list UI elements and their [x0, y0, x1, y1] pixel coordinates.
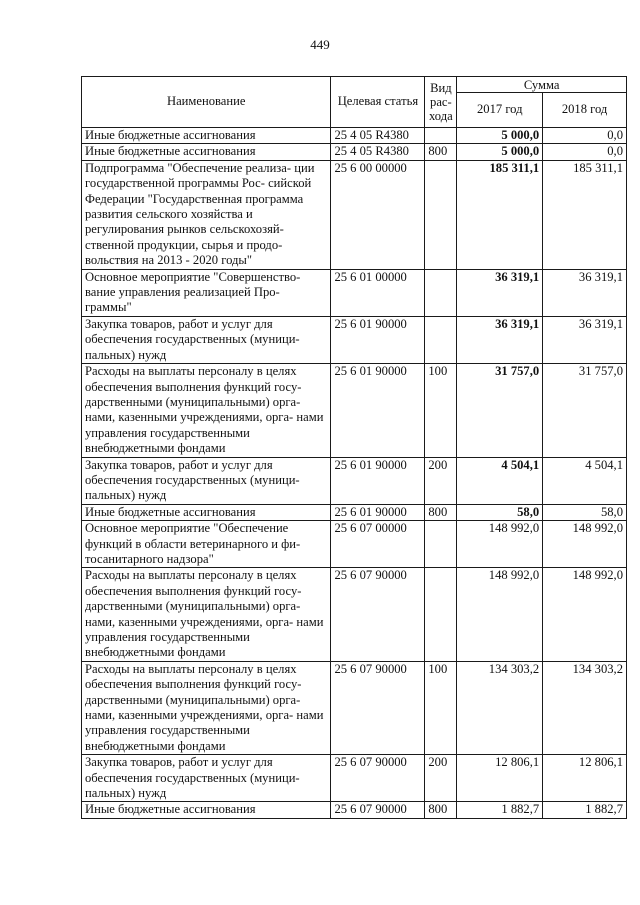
- row-article: 25 4 05 R4380: [331, 144, 425, 160]
- row-2018: 185 311,1: [543, 160, 627, 269]
- page-number: 449: [310, 37, 330, 52]
- row-2017: 134 303,2: [457, 661, 543, 754]
- header-2017: 2017 год: [457, 93, 543, 128]
- row-2017: 12 806,1: [457, 755, 543, 802]
- row-2018: 134 303,2: [543, 661, 627, 754]
- row-name: Закупка товаров, работ и услуг для обеспечения государственных (муници- пальных) нужд: [82, 457, 331, 504]
- row-2017: 185 311,1: [457, 160, 543, 269]
- row-article: 25 6 07 00000: [331, 521, 425, 568]
- row-2018: 31 757,0: [543, 364, 627, 457]
- row-vid: [425, 269, 457, 316]
- row-name: Расходы на выплаты персоналу в целях обеспечения выполнения функций госу- дарственными (муниципальными) орга- нами, казенными учреждениями, орга- нами управления государственными внебюджетными фондами: [82, 364, 331, 457]
- row-article: 25 6 01 90000: [331, 364, 425, 457]
- row-2017: 1 882,7: [457, 802, 543, 818]
- table-row: [82, 128, 627, 144]
- row-vid: 800: [425, 802, 457, 818]
- row-2017: 148 992,0: [457, 521, 543, 568]
- row-article: 25 6 07 90000: [331, 755, 425, 802]
- row-vid: 100: [425, 661, 457, 754]
- row-name: Расходы на выплаты персоналу в целях обеспечения выполнения функций госу- дарственными (муниципальными) орга- нами, казенными учреждениями, орга- нами управления государственными внебюджетными фондами: [82, 568, 331, 661]
- table-row: [82, 144, 627, 160]
- header-article: Целевая статья: [331, 77, 425, 128]
- row-2018: 4 504,1: [543, 457, 627, 504]
- row-name: Расходы на выплаты персоналу в целях обеспечения выполнения функций госу- дарственными (муниципальными) орга- нами, казенными учреждениями, орга- нами управления государственными внебюджетными фондами: [82, 661, 331, 754]
- row-name: Иные бюджетные ассигнования: [82, 144, 331, 160]
- table-row: [82, 568, 627, 661]
- header-name: Наименование: [82, 77, 331, 128]
- row-2018: 1 882,7: [543, 802, 627, 818]
- row-article: 25 6 07 90000: [331, 661, 425, 754]
- table-row: [82, 364, 627, 457]
- row-2018: 0,0: [543, 128, 627, 144]
- row-2017: 58,0: [457, 504, 543, 520]
- row-vid: 800: [425, 144, 457, 160]
- row-article: 25 4 05 R4380: [331, 128, 425, 144]
- row-article: 25 6 01 90000: [331, 457, 425, 504]
- table-row: [82, 160, 627, 269]
- row-name: Основное мероприятие "Совершенство- вание управления реализацией Про- граммы": [82, 269, 331, 316]
- row-vid: 100: [425, 364, 457, 457]
- row-2018: 148 992,0: [543, 568, 627, 661]
- row-vid: [425, 128, 457, 144]
- table-row: [82, 269, 627, 316]
- row-name: Закупка товаров, работ и услуг для обеспечения государственных (муници- пальных) нужд: [82, 755, 331, 802]
- header-2018: 2018 год: [543, 93, 627, 128]
- row-vid: 800: [425, 504, 457, 520]
- row-2017: 5 000,0: [457, 144, 543, 160]
- row-vid: 200: [425, 457, 457, 504]
- row-vid: [425, 521, 457, 568]
- row-vid: [425, 316, 457, 363]
- row-article: 25 6 01 90000: [331, 504, 425, 520]
- row-2018: 0,0: [543, 144, 627, 160]
- row-2017: 4 504,1: [457, 457, 543, 504]
- row-2018: 58,0: [543, 504, 627, 520]
- row-article: 25 6 00 00000: [331, 160, 425, 269]
- row-name: Закупка товаров, работ и услуг для обеспечения государственных (муници- пальных) нужд: [82, 316, 331, 363]
- row-article: 25 6 07 90000: [331, 568, 425, 661]
- row-name: Иные бюджетные ассигнования: [82, 802, 331, 818]
- row-name: Подпрограмма "Обеспечение реализа- ции государственной программы Рос- сийской Федерации "Государственная программа развития сельского хозяйства и регулирования рынков сельскохозяй- ственной продукции, сырья и продо- вольствия на 2013 - 2020 годы": [82, 160, 331, 269]
- row-article: 25 6 07 90000: [331, 802, 425, 818]
- row-name: Иные бюджетные ассигнования: [82, 128, 331, 144]
- row-2017: 148 992,0: [457, 568, 543, 661]
- row-article: 25 6 01 00000: [331, 269, 425, 316]
- table-row: [82, 457, 627, 504]
- row-2017: 31 757,0: [457, 364, 543, 457]
- row-vid: [425, 160, 457, 269]
- table-row: [82, 504, 627, 520]
- table-row: [82, 755, 627, 802]
- header-vid: Вид рас- хода: [425, 77, 457, 128]
- table-row: [82, 521, 627, 568]
- table-row: [82, 661, 627, 754]
- row-2018: 12 806,1: [543, 755, 627, 802]
- table-row: [82, 316, 627, 363]
- table-row: [82, 802, 627, 818]
- row-2018: 36 319,1: [543, 316, 627, 363]
- row-2017: 36 319,1: [457, 316, 543, 363]
- row-2018: 36 319,1: [543, 269, 627, 316]
- row-2018: 148 992,0: [543, 521, 627, 568]
- row-2017: 5 000,0: [457, 128, 543, 144]
- row-vid: [425, 568, 457, 661]
- row-article: 25 6 01 90000: [331, 316, 425, 363]
- header-sum: Сумма: [457, 77, 627, 93]
- budget-table: [81, 76, 627, 819]
- row-name: Иные бюджетные ассигнования: [82, 504, 331, 520]
- row-2017: 36 319,1: [457, 269, 543, 316]
- row-name: Основное мероприятие "Обеспечение функций в области ветеринарного и фи- тосанитарного надзора": [82, 521, 331, 568]
- row-vid: 200: [425, 755, 457, 802]
